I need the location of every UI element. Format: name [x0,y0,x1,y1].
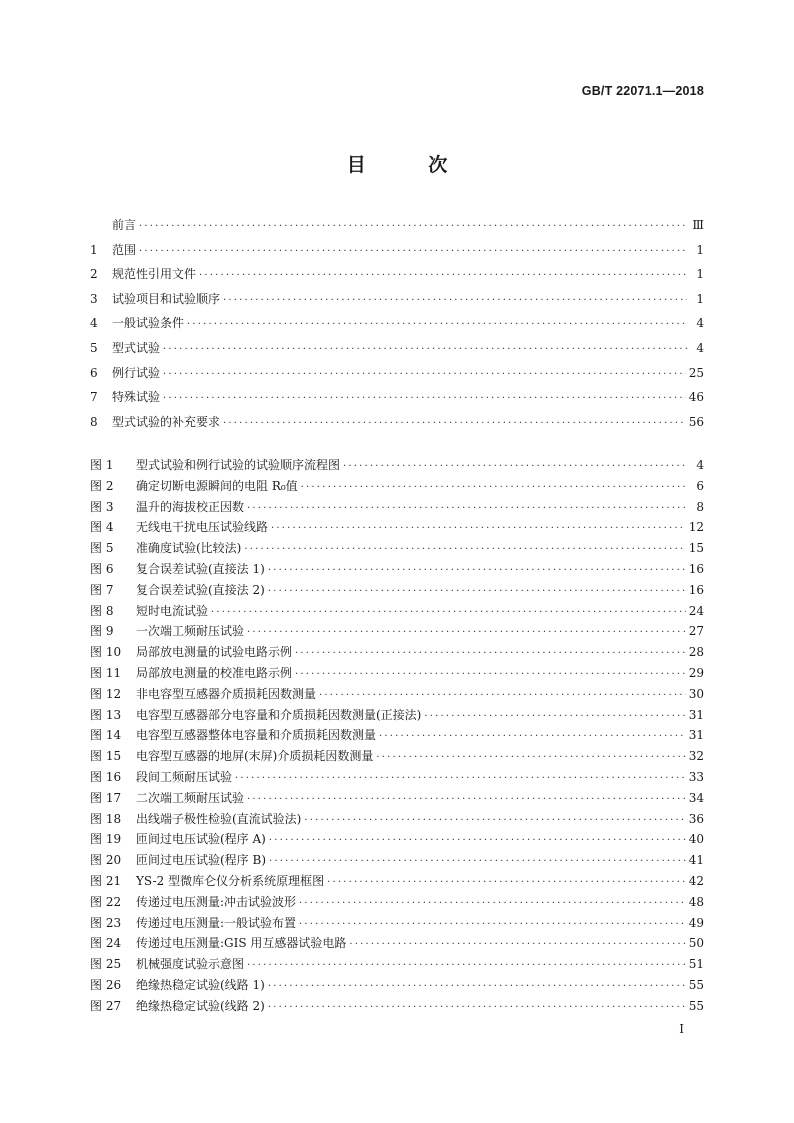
toc-leader-dots [327,877,686,888]
toc-leader-dots [319,690,686,701]
toc-entry-number: 1 [90,242,98,257]
toc-leader-dots [223,295,687,306]
toc-main-list [90,216,704,437]
toc-entry-page: 29 [688,665,704,680]
toc-entry-number: 图 26 [90,977,122,992]
toc-entry[interactable] [90,456,704,477]
toc-entry-page: 24 [688,603,704,618]
toc-entry[interactable] [90,265,704,290]
toc-leader-dots [163,369,686,380]
toc-entry-page: 16 [688,582,704,597]
toc-leader-dots [376,752,685,763]
toc-entry-title: 段间工频耐压试验 [136,769,233,784]
toc-entry[interactable] [90,290,704,315]
toc-entry-title: 绝缘热稳定试验(线路 2) [136,998,265,1013]
toc-entry-title: 温升的海拔校正因数 [136,499,245,514]
toc-leader-dots [268,1002,686,1013]
toc-entry-number: 图 3 [90,499,114,514]
page-number: I [679,1022,684,1036]
toc-entry-title: 电容型互感器部分电容量和介质损耗因数测量(正接法) [136,707,422,722]
toc-entry-title: 二次端工频耐压试验 [136,790,245,805]
toc-entry-title: 出线端子极性检验(直流试验法) [136,811,302,826]
toc-entry[interactable] [90,664,704,685]
toc-entry[interactable] [90,830,704,851]
toc-entry[interactable] [90,539,704,560]
toc-entry[interactable] [90,747,704,768]
toc-entry-number: 图 13 [90,707,122,722]
toc-entry[interactable] [90,976,704,997]
toc-entry-title: 确定切断电源瞬间的电阻 R₀值 [136,478,298,493]
toc-entry-title: 准确度试验(比较法) [136,541,242,556]
toc-leader-dots [269,835,686,846]
toc-entry-title: 复合误差试验(直接法 2) [136,582,265,597]
toc-leader-dots [304,815,685,826]
toc-entry-number: 图 22 [90,894,122,909]
toc-entry-number: 图 14 [90,728,122,743]
toc-entry-number: 图 25 [90,957,122,972]
toc-entry[interactable] [90,934,704,955]
toc-entry-page: 25 [688,365,704,380]
toc-entry-title: 传递过电压测量:冲击试验波形 [136,894,297,909]
toc-leader-dots [269,856,686,867]
toc-entry-number: 图 5 [90,541,114,556]
toc-entry-page: 40 [688,832,704,847]
toc-entry-page: 42 [688,873,704,888]
toc-leader-dots [223,418,686,429]
toc-entry-page: 30 [688,686,704,701]
toc-entry[interactable] [90,339,704,364]
toc-entry[interactable] [90,498,704,519]
toc-entry-title: 复合误差试验(直接法 1) [136,561,265,576]
toc-leader-dots [424,711,685,722]
toc-entry[interactable] [90,602,704,623]
toc-entry-page: 50 [688,936,704,951]
toc-leader-dots [299,919,686,930]
toc-entry-number: 图 6 [90,561,114,576]
toc-entry-title: 一次端工频耐压试验 [136,624,245,639]
toc-leader-dots [247,627,686,638]
toc-entry-number: 2 [90,267,98,282]
toc-entry[interactable] [90,216,704,241]
toc-leader-dots [235,773,686,784]
toc-entry-page: 56 [688,414,704,429]
toc-leader-dots [299,898,686,909]
toc-entry-title: 范围 [112,242,137,257]
toc-entry-number: 图 4 [90,520,114,535]
toc-entry[interactable] [90,518,704,539]
toc-entry-number: 图 21 [90,873,122,888]
toc-entry[interactable] [90,914,704,935]
toc-entry[interactable] [90,997,704,1018]
page-title: 目 次 [346,154,476,176]
toc-entry-page: 46 [688,390,704,405]
toc-entry-number: 8 [90,414,98,429]
toc-entry-page: 49 [688,915,704,930]
toc-entry-page: 27 [688,624,704,639]
toc-leader-dots [301,482,687,493]
toc-leader-dots [268,586,686,597]
toc-entry-number: 5 [90,340,98,355]
toc-entry[interactable] [90,581,704,602]
toc-leader-dots [211,607,686,618]
toc-entry-number: 图 10 [90,645,122,660]
toc-leader-dots [199,270,687,281]
toc-entry-number: 6 [90,365,98,380]
toc-entry-number: 图 16 [90,769,122,784]
toc-entry-title: 前言 [112,218,137,232]
toc-entry-title: 试验项目和试验顺序 [112,291,221,306]
toc-entry-page: 1 [696,267,704,282]
toc-entry-number: 4 [90,316,98,331]
toc-leader-dots [187,319,687,330]
toc-entry-number: 图 12 [90,686,122,701]
toc-entry[interactable] [90,560,704,581]
toc-entry[interactable] [90,893,704,914]
toc-entry-number: 图 18 [90,811,122,826]
toc-entry[interactable] [90,643,704,664]
toc-entry[interactable] [90,872,704,893]
toc-entry-page: 51 [688,957,704,972]
toc-entry-title: 型式试验的补充要求 [112,414,221,429]
toc-entry-number: 图 1 [90,458,114,472]
toc-entry-number: 图 19 [90,832,122,847]
toc-leader-dots [295,669,686,680]
toc-entry-number: 图 2 [90,478,114,493]
toc-entry-number: 图 7 [90,582,114,597]
toc-entry-title: 传递过电压测量:一般试验布置 [136,915,297,930]
toc-entry-title: 局部放电测量的试验电路示例 [136,645,293,660]
toc-entry-page: 28 [688,645,704,660]
toc-entry-page: 4 [696,458,704,472]
toc-entry-page: 1 [696,291,704,306]
toc-entry-number: 图 11 [90,665,122,680]
toc-entry-page: 12 [688,520,704,535]
toc-leader-dots [295,648,686,659]
toc-entry-number: 图 15 [90,749,122,764]
toc-entry[interactable] [90,364,704,389]
toc-leader-dots [163,393,686,404]
toc-entry-title: 一般试验条件 [112,316,185,331]
toc-leader-dots [268,981,686,992]
toc-leader-dots [247,960,686,971]
toc-entry-page: 33 [688,769,704,784]
toc-entry-title: 电容型互感器的地屏(末屏)介质损耗因数测量 [136,749,374,764]
toc-entry[interactable] [90,851,704,872]
toc-entry-title: 特殊试验 [112,390,161,405]
toc-entry-title: 无线电干扰电压试验线路 [136,520,269,535]
toc-entry-page: 48 [688,894,704,909]
toc-entry-page: 34 [688,790,704,805]
toc-entry[interactable] [90,768,704,789]
toc-entry-number: 图 8 [90,603,114,618]
toc-entry-number: 图 27 [90,998,122,1013]
toc-entry-page: 1 [696,242,704,257]
toc-entry-title: 型式试验和例行试验的试验顺序流程图 [136,458,341,472]
toc-entry-number: 图 24 [90,936,122,951]
toc-entry-page: 36 [688,811,704,826]
toc-entry-title: 绝缘热稳定试验(线路 1) [136,977,265,992]
toc-entry-number: 7 [90,390,98,405]
toc-entry-title: 非电容型互感器介质损耗因数测量 [136,686,317,701]
toc-entry[interactable] [90,388,704,413]
toc-entry[interactable] [90,314,704,339]
toc-entry-page: 4 [696,316,704,331]
toc-leader-dots [244,544,685,555]
toc-leader-dots [139,221,687,232]
toc-leader-dots [139,246,687,257]
toc-entry-page: 8 [696,499,704,514]
standard-code: GB/T 22071.1—2018 [581,84,704,98]
toc-entry-page: 31 [688,728,704,743]
toc-entry-page: 31 [688,707,704,722]
toc-leader-dots [247,503,687,514]
toc-entry-number: 图 17 [90,790,122,805]
toc-entry-title: 型式试验 [112,340,161,355]
toc-entry[interactable] [90,789,704,810]
toc-entry-title: 电容型互感器整体电容量和介质损耗因数测量 [136,728,377,743]
toc-entry-title: 局部放电测量的校准电路示例 [136,665,293,680]
toc-leader-dots [379,731,686,742]
toc-entry[interactable] [90,477,704,498]
toc-entry-title: 短时电流试验 [136,603,209,618]
toc-leader-dots [271,523,686,534]
toc-entry[interactable] [90,685,704,706]
toc-entry-page: 6 [696,478,704,493]
toc-entry[interactable] [90,810,704,831]
toc-entry-title: 传递过电压测量:GIS 用互感器试验电路 [136,936,347,951]
toc-entry-title: 机械强度试验示意图 [136,957,245,972]
toc-entry[interactable] [90,726,704,747]
toc-entry[interactable] [90,241,704,266]
toc-entry-number: 图 20 [90,853,122,868]
toc-entry[interactable] [90,955,704,976]
toc-entry-number: 3 [90,291,98,306]
toc-entry[interactable] [90,622,704,643]
toc-leader-dots [349,939,685,950]
toc-entry-page: 32 [688,749,704,764]
toc-leader-dots [247,794,686,805]
toc-entry-title: YS-2 型微库仑仪分析系统原理框图 [136,873,325,888]
toc-entry[interactable] [90,706,704,727]
toc-entry-number: 图 23 [90,915,122,930]
toc-figures-list [90,456,704,1018]
toc-entry-title: 匝间过电压试验(程序 B) [136,853,266,868]
toc-entry-title: 例行试验 [112,365,161,380]
toc-entry-page: 4 [696,340,704,355]
toc-leader-dots [343,461,687,472]
toc-leader-dots [268,565,686,576]
toc-entry-page: 16 [688,561,704,576]
toc-entry-page: 55 [688,977,704,992]
toc-leader-dots [163,344,687,355]
toc-entry-page: 55 [688,998,704,1013]
toc-entry[interactable] [90,413,704,438]
toc-entry-page: 15 [688,541,704,556]
toc-entry-page: Ⅲ [692,218,704,232]
toc-entry-title: 匝间过电压试验(程序 A) [136,832,266,847]
toc-entry-number: 图 9 [90,624,114,639]
toc-entry-title: 规范性引用文件 [112,267,197,282]
toc-entry-page: 41 [688,853,704,868]
